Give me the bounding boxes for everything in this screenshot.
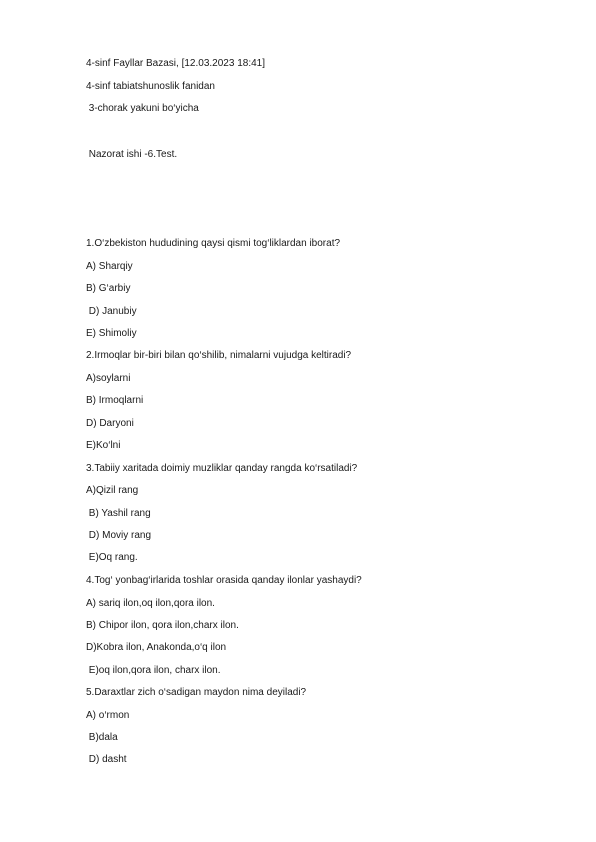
question-1-option-e: E) Shimoliy <box>86 328 137 339</box>
question-1-option-a: A) Sharqiy <box>86 261 133 272</box>
question-2-option-e: E)Ko‘lni <box>86 440 121 451</box>
source-line: 4-sinf Fayllar Bazasi, [12.03.2023 18:41] <box>86 58 265 69</box>
subject-line: 4-sinf tabiatshunoslik fanidan <box>86 81 215 92</box>
question-4: 4.Tog‘ yonbag‘irlarida toshlar orasida qanday ilonlar yashaydi? <box>86 575 362 586</box>
question-2-option-a: A)soylarni <box>86 373 131 384</box>
question-1: 1.O‘zbekiston hududining qaysi qismi tog‘liklardan iborat? <box>86 238 341 249</box>
question-3-option-a: A)Qizil rang <box>86 485 139 496</box>
question-3-option-d: D) Moviy rang <box>86 530 152 541</box>
question-4-option-b: B) Chipor ilon, qora ilon,charx ilon. <box>86 620 239 631</box>
question-5: 5.Daraxtlar zich o‘sadigan maydon nima deyiladi? <box>86 687 307 698</box>
question-1-option-d: D) Janubiy <box>86 306 137 317</box>
term-line: 3-chorak yakuni bo‘yicha <box>86 103 199 114</box>
question-2-option-d: D) Daryoni <box>86 418 134 429</box>
question-2: 2.Irmoqlar bir-biri bilan qo‘shilib, nimalarni vujudga keltiradi? <box>86 350 352 361</box>
question-4-option-a: A) sariq ilon,oq ilon,qora ilon. <box>86 598 215 609</box>
test-title: Nazorat ishi -6.Test. <box>86 149 178 160</box>
question-3-option-b: B) Yashil rang <box>86 508 151 519</box>
question-3-option-e: E)Oq rang. <box>86 552 138 563</box>
question-3: 3.Tabiiy xaritada doimiy muzliklar qanday rangda ko‘rsatiladi? <box>86 463 358 474</box>
question-4-option-e: E)oq ilon,qora ilon, charx ilon. <box>86 665 221 676</box>
question-4-option-d: D)Kobra ilon, Anakonda,o‘q ilon <box>86 642 227 653</box>
question-5-option-d: D) dasht <box>86 754 127 765</box>
question-1-option-b: B) G‘arbiy <box>86 283 131 294</box>
question-5-option-a: A) o‘rmon <box>86 710 130 721</box>
question-5-option-b: B)dala <box>86 732 118 743</box>
question-2-option-b: B) Irmoqlarni <box>86 395 144 406</box>
